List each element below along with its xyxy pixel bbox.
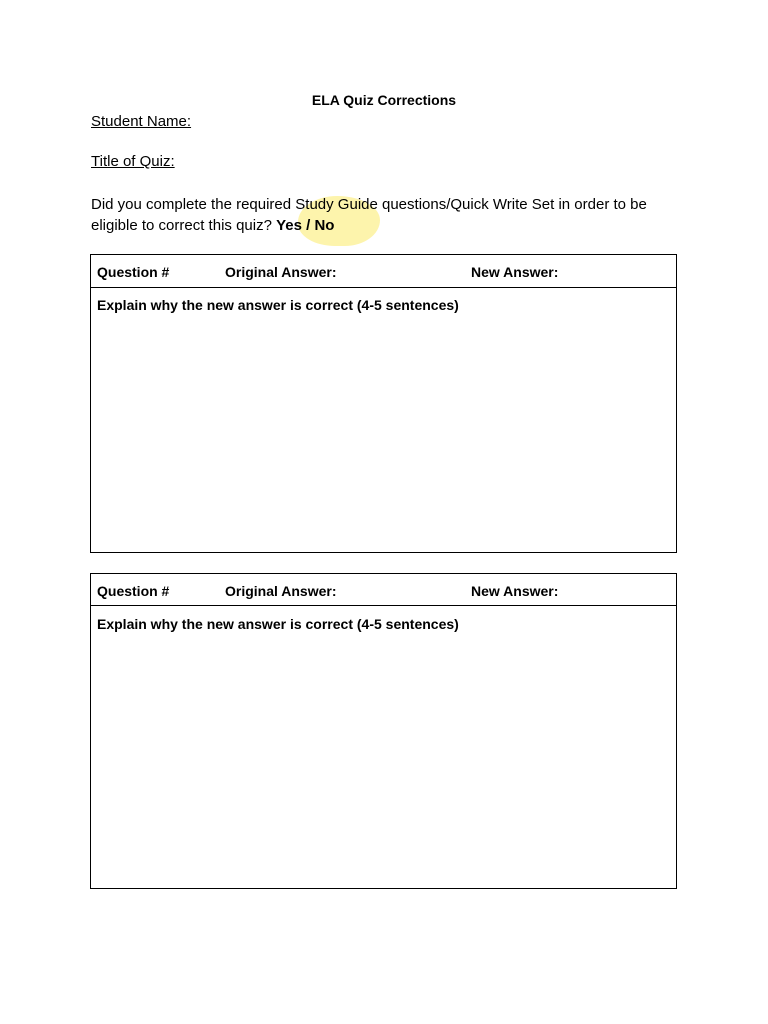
explain-prompt: Explain why the new answer is correct (4-5 sentences): [97, 616, 459, 632]
explain-prompt: Explain why the new answer is correct (4-5 sentences): [97, 297, 459, 313]
question-number-label: Question #: [97, 583, 170, 599]
quiz-title-label: Title of Quiz:: [91, 153, 175, 170]
student-name-label: Student Name:: [91, 113, 192, 130]
correction-box-1: [90, 254, 677, 553]
correction-box-header: [91, 574, 676, 606]
eligibility-question: [91, 194, 681, 236]
yes-no-options: Yes / No: [276, 217, 335, 234]
document-title: ELA Quiz Corrections: [311, 92, 457, 108]
original-answer-label: Original Answer:: [225, 264, 337, 280]
original-answer-label: Original Answer:: [225, 583, 337, 599]
new-answer-label: New Answer:: [471, 264, 559, 280]
correction-box-2: [90, 573, 677, 889]
new-answer-label: New Answer:: [471, 583, 559, 599]
eligibility-question-text: Did you complete the required Study Guide questions/Quick Write Set in order to be eligible to correct this quiz?: [91, 196, 647, 234]
question-number-label: Question #: [97, 264, 170, 280]
correction-box-header: [91, 255, 676, 288]
